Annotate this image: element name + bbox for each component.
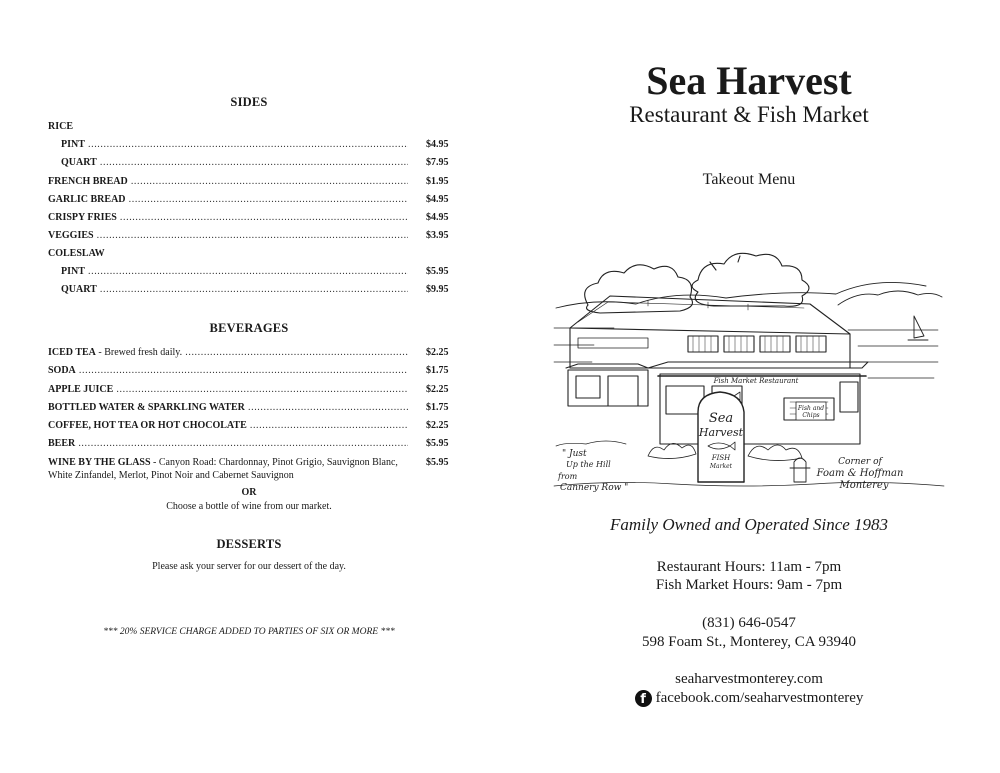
sketch-note-right-1: Corner of — [838, 457, 882, 467]
menu-item-bottled-water — [48, 401, 454, 415]
menu-left-panel — [48, 0, 454, 773]
item-description: - Canyon Road: Chardonnay, Pinot Grigio, Sauvignon Blanc, White Zinfandel, Merlot, Pinot Noir and Cabernet Sauvignon — [48, 457, 398, 481]
restaurant-subtitle: Restaurant & Fish Market — [629, 102, 869, 127]
item-price: $2.25 — [426, 347, 449, 358]
facebook-link[interactable] — [548, 689, 950, 708]
fish-chips-sign-line1: Fish and — [797, 405, 825, 412]
menu-cover-panel — [548, 0, 950, 773]
desserts-heading: DESSERTS — [216, 537, 282, 551]
item-name: WINE BY THE GLASS — [48, 457, 151, 468]
item-price: $7.95 — [426, 157, 449, 168]
awning-sign-text: Fish Market Restaurant — [713, 377, 799, 385]
menu-item-french-bread — [48, 175, 454, 189]
restaurant-hours: Restaurant Hours: 11am - 7pm — [656, 559, 842, 575]
beverages-heading: BEVERAGES — [209, 321, 289, 335]
sketch-note-right-3: Monterey — [839, 480, 889, 491]
item-name: BOTTLED WATER & SPARKLING WATER ..... — [48, 401, 408, 415]
item-price: $3.95 — [426, 230, 449, 241]
item-price: $2.25 — [426, 384, 449, 395]
sketch-note-left-3: from — [558, 472, 578, 481]
or-separator: OR — [241, 487, 257, 498]
item-name: BEER ..... — [48, 437, 408, 451]
menu-item-crispy-fries — [48, 211, 454, 225]
menu-item-soda — [48, 364, 454, 378]
item-price: $4.95 — [426, 212, 449, 223]
sketch-note-left-1: " Just — [562, 449, 587, 459]
menu-item-coleslaw-pint — [48, 265, 454, 279]
menu-item-rice-quart — [48, 156, 454, 170]
item-name: CRISPY FRIES ..... — [48, 211, 408, 225]
item-name: PINT ..... — [61, 265, 408, 279]
desserts-note: Please ask your server for our dessert of the day. — [152, 561, 346, 572]
service-charge-note: *** 20% SERVICE CHARGE ADDED TO PARTIES OF SIX OR MORE *** — [103, 627, 395, 637]
item-name: ICED TEA - Brewed fresh daily. ..... — [48, 346, 408, 360]
menu-item-coleslaw-quart — [48, 283, 454, 297]
sketch-note-left-2: Up the Hill — [566, 460, 611, 469]
item-name: PINT ..... — [61, 138, 408, 152]
item-name: APPLE JUICE ..... — [48, 383, 408, 397]
menu-item-garlic-bread — [48, 193, 454, 207]
wine-bottle-note: Choose a bottle of wine from our market. — [166, 501, 332, 512]
item-price: $1.75 — [426, 402, 449, 413]
item-name: QUART ..... — [61, 283, 408, 297]
facebook-icon: f — [635, 690, 652, 707]
menu-item-coffee — [48, 419, 454, 433]
fish-chips-sign-line2: Chips — [802, 412, 820, 419]
sign-line-harvest: Harvest — [698, 426, 744, 439]
menu-item-rice-pint — [48, 138, 454, 152]
menu-type: Takeout Menu — [702, 171, 796, 188]
street-address: 598 Foam St., Monterey, CA 93940 — [641, 634, 857, 650]
item-price: $1.95 — [426, 176, 449, 187]
fish-market-hours: Fish Market Hours: 9am - 7pm — [655, 577, 843, 593]
sketch-note-right-2: Foam & Hoffman — [816, 468, 904, 479]
coleslaw-label: COLESLAW — [48, 248, 105, 259]
menu-item-veggies — [48, 229, 454, 243]
item-name: SODA ..... — [48, 364, 408, 378]
item-price: $5.95 — [426, 266, 449, 277]
sketch-note-left-4: Cannery Row " — [560, 483, 629, 493]
sign-line-fish: FISH — [711, 454, 731, 462]
phone-number: (831) 646-0547 — [702, 615, 796, 631]
menu-item-apple-juice — [48, 383, 454, 397]
facebook-url: facebook.com/seaharvestmonterey — [655, 690, 864, 706]
wine-text — [48, 456, 420, 482]
sides-heading: SIDES — [230, 95, 268, 109]
item-name: COFFEE, HOT TEA OR HOT CHOCOLATE ..... — [48, 419, 408, 433]
item-price: $5.95 — [426, 438, 449, 449]
item-price: $1.75 — [426, 365, 449, 376]
menu-item-iced-tea — [48, 346, 454, 360]
tagline: Family Owned and Operated Since 1983 — [609, 515, 889, 534]
item-price: $4.95 — [426, 139, 449, 150]
rice-label: RICE — [48, 121, 74, 132]
restaurant-sketch-illustration — [548, 250, 950, 500]
menu-item-wine — [48, 456, 454, 482]
restaurant-name: Sea Harvest — [646, 58, 852, 103]
item-name: VEGGIES ..... — [48, 229, 408, 243]
menu-item-beer — [48, 437, 454, 451]
sign-line-market: Market — [709, 463, 733, 470]
item-name: QUART ..... — [61, 156, 408, 170]
item-name: GARLIC BREAD ..... — [48, 193, 408, 207]
item-price: $4.95 — [426, 194, 449, 205]
website-link[interactable]: seaharvestmonterey.com — [675, 671, 823, 687]
item-price: $5.95 — [426, 457, 449, 468]
item-price: $2.25 — [426, 420, 449, 431]
item-price: $9.95 — [426, 284, 449, 295]
item-description: - Brewed fresh daily. — [95, 347, 183, 358]
sign-line-sea: Sea — [708, 411, 734, 426]
item-name: FRENCH BREAD ..... — [48, 175, 408, 189]
